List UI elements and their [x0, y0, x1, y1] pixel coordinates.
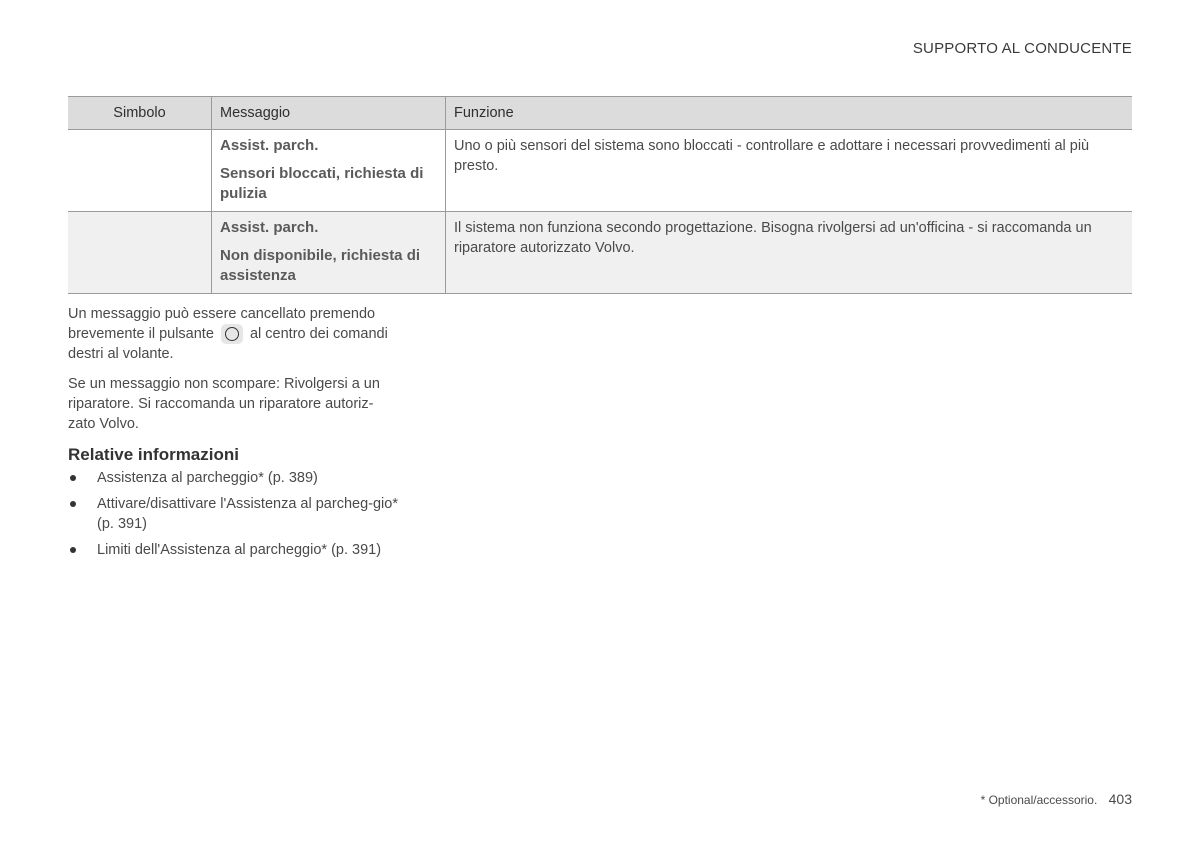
related-info-list: [68, 468, 408, 566]
symbol-cell: [68, 212, 212, 294]
function-cell: Il sistema non funziona secondo progettazione. Bisogna rivolgersi ad un'officina - si raccomanda un riparatore autorizzato Volvo.: [446, 212, 1133, 294]
related-info-title: Relative informazioni: [68, 445, 239, 464]
footnote-text: * Optional/accessorio.: [980, 793, 1098, 807]
message-title: Assist. parch.: [220, 219, 319, 236]
page-number: 403: [1108, 791, 1132, 807]
message-cell: [212, 212, 446, 294]
table-row: [68, 212, 1132, 294]
message-cell: [212, 130, 446, 212]
related-link[interactable]: Limiti dell'Assistenza al parcheggio* (p. 391): [68, 540, 408, 560]
header-symbol: Simbolo: [68, 97, 212, 130]
clear-message-paragraph: [68, 304, 398, 364]
header-message: Messaggio: [212, 97, 446, 130]
steering-wheel-ok-button-icon: [221, 324, 243, 344]
message-detail: Sensori bloccati, richiesta di pulizia: [220, 165, 424, 202]
function-cell: Uno o più sensori del sistema sono bloccati - controllare e adottare i necessari provvedimenti al più presto.: [446, 130, 1133, 212]
workshop-paragraph: Se un messaggio non scompare: Rivolgersi a un riparatore. Si raccomanda un riparatore autoriz-zato Volvo.: [68, 376, 380, 432]
message-detail: Non disponibile, richiesta di assistenza: [220, 247, 421, 284]
paragraph-text: Un messaggio può essere cancellato premendo brevemente il pulsante: [68, 306, 376, 342]
message-table: [68, 96, 1132, 294]
related-link[interactable]: Assistenza al parcheggio* (p. 389): [68, 468, 408, 488]
paragraph-text: al centro dei comandi destri al volante.: [68, 326, 388, 363]
symbol-cell: [68, 130, 212, 212]
header-function: Funzione: [446, 97, 1133, 130]
section-header: SUPPORTO AL CONDUCENTE: [912, 40, 1132, 57]
table-row: [68, 130, 1132, 212]
table-header-row: [68, 97, 1132, 130]
message-title: Assist. parch.: [220, 137, 319, 154]
related-link[interactable]: Attivare/disattivare l'Assistenza al parcheg-gio* (p. 391): [68, 494, 408, 534]
page-footer: [981, 791, 1132, 807]
